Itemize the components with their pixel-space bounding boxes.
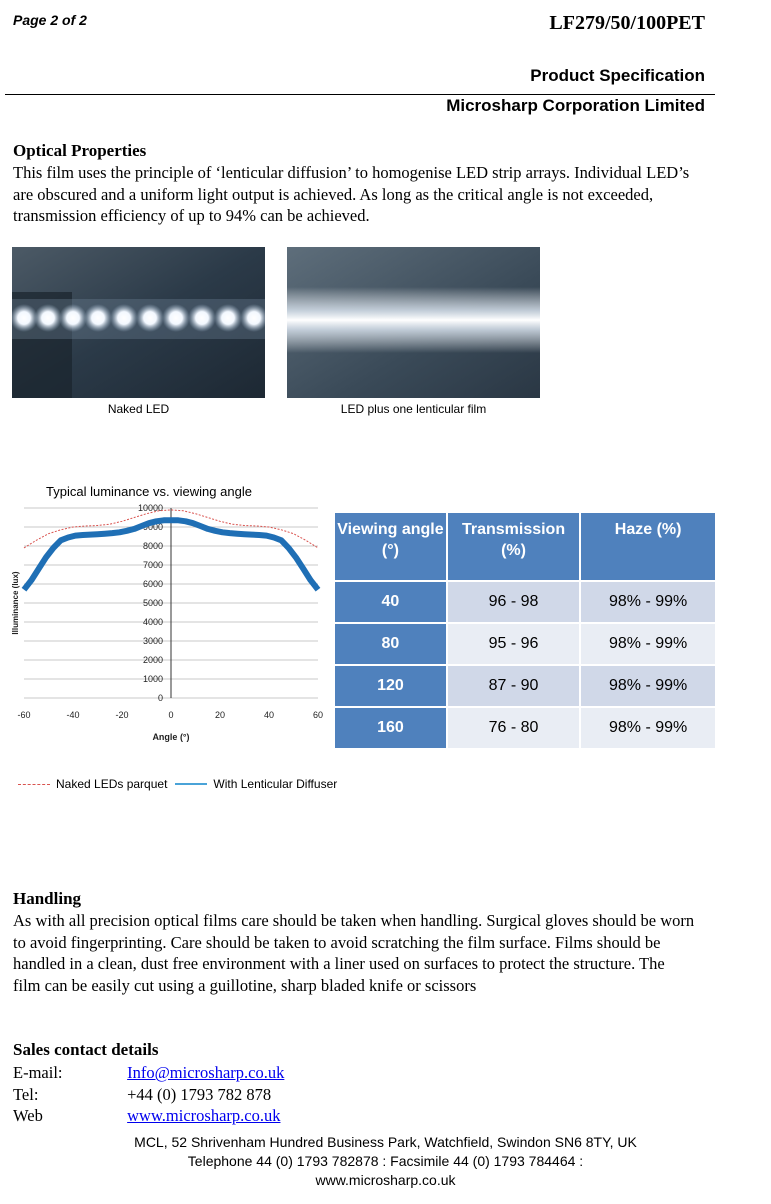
table-row <box>335 582 715 622</box>
contact-row-email <box>13 1062 284 1084</box>
y-tick-label: 0 <box>157 693 163 703</box>
paragraph-line: to avoid fingerprinting. Care should be taken to avoid scratching the film surface. Films should be <box>13 932 661 952</box>
handling-text <box>13 910 771 996</box>
table-row <box>335 666 715 706</box>
paragraph-line: As with all precision optical films care should be taken when handling. Surgical gloves should be worn <box>13 911 695 930</box>
x-tick-label: 0 <box>168 710 174 720</box>
header-transmission: Transmission (%) <box>448 513 579 580</box>
x-tick-label: -40 <box>66 710 80 720</box>
legend-swatch-diffuser <box>175 783 207 785</box>
y-tick-label: 2000 <box>142 655 163 665</box>
lenticular-film-photo <box>287 247 540 398</box>
web-label: Web <box>13 1106 43 1125</box>
document-code: LF279/50/100PET <box>549 12 705 34</box>
legend-swatch-naked <box>18 784 50 785</box>
x-tick-label: 40 <box>263 710 275 720</box>
cell-haze: 98% - 99% <box>581 624 715 664</box>
x-tick-label: 20 <box>214 710 226 720</box>
luminance-chart <box>10 500 330 750</box>
chart-legend <box>18 777 337 791</box>
x-axis-label: Angle (°) <box>152 732 190 742</box>
cell-transmission: 87 - 90 <box>448 666 579 706</box>
cell-haze: 98% - 99% <box>581 582 715 622</box>
header-divider <box>5 94 715 95</box>
footer-address: MCL, 52 Shrivenham Hundred Business Park, Watchfield, Swindon SN6 8TY, UK <box>134 1134 637 1150</box>
y-tick-label: 5000 <box>142 598 163 608</box>
cell-transmission: 76 - 80 <box>448 708 579 748</box>
cell-angle: 120 <box>335 666 446 706</box>
y-tick-label: 9000 <box>142 522 163 532</box>
handling-title: Handling <box>13 889 82 908</box>
sales-contact-title: Sales contact details <box>13 1040 159 1059</box>
y-tick-label: 10000 <box>137 503 163 513</box>
table-row <box>335 708 715 748</box>
cell-transmission: 96 - 98 <box>448 582 579 622</box>
lenticular-film-caption: LED plus one lenticular film <box>340 402 487 416</box>
footer-website: www.microsharp.co.uk <box>315 1172 456 1188</box>
optical-properties-text <box>13 162 771 227</box>
x-tick-label: 60 <box>312 710 324 720</box>
x-tick-label: -20 <box>115 710 129 720</box>
paragraph-line: This film uses the principle of ‘lenticular diffusion’ to homogenise LED strip arrays. Individual LED’s <box>13 163 690 182</box>
y-tick-label: 7000 <box>142 560 163 570</box>
optical-data-table <box>333 511 717 750</box>
legend-label-diffuser: With Lenticular Diffuser <box>213 777 338 791</box>
x-tick-label: -60 <box>17 710 31 720</box>
y-tick-label: 4000 <box>142 617 163 627</box>
contact-row-tel <box>13 1084 284 1106</box>
product-specification-heading: Product Specification <box>530 66 705 85</box>
legend-label-naked: Naked LEDs parquet <box>56 777 168 791</box>
cell-angle: 40 <box>335 582 446 622</box>
company-name: Microsharp Corporation Limited <box>446 96 705 115</box>
cell-angle: 160 <box>335 708 446 748</box>
tel-label: Tel: <box>13 1084 39 1104</box>
page-footer <box>0 1133 771 1190</box>
paragraph-line: handled in a clean, dust free environment with a liner used on surfaces to protect the structure. The <box>13 954 665 973</box>
contact-row-web <box>13 1105 284 1127</box>
tel-value: +44 (0) 1793 782 878 <box>127 1084 272 1104</box>
chart-title: Typical luminance vs. viewing angle <box>46 484 252 499</box>
paragraph-line: are obscured and a uniform light output is achieved. As long as the critical angle is not exceeded, <box>13 184 654 204</box>
paragraph-line: film can be easily cut using a guillotine, sharp bladed knife or scissors <box>13 975 477 995</box>
naked-led-photo <box>12 247 265 398</box>
header-haze: Haze (%) <box>581 513 715 580</box>
y-axis-label: Illuminance (lux) <box>11 571 20 635</box>
email-link[interactable]: Info@microsharp.co.uk <box>127 1063 285 1082</box>
page-number: Page 2 of 2 <box>13 12 87 28</box>
header-viewing-angle: Viewing angle (°) <box>335 513 446 580</box>
email-label: E-mail: <box>13 1063 63 1082</box>
paragraph-line: transmission efficiency of up to 94% can be achieved. <box>13 206 370 225</box>
footer-phone: Telephone 44 (0) 1793 782878 : Facsimile 44 (0) 1793 784464 : <box>187 1153 584 1169</box>
contact-details <box>13 1062 284 1127</box>
cell-transmission: 95 - 96 <box>448 624 579 664</box>
optical-properties-title: Optical Properties <box>13 141 147 160</box>
y-tick-label: 3000 <box>142 636 163 646</box>
y-tick-label: 8000 <box>142 541 163 551</box>
y-tick-label: 1000 <box>142 674 163 684</box>
naked-led-caption: Naked LED <box>107 402 170 416</box>
cell-haze: 98% - 99% <box>581 666 715 706</box>
cell-angle: 80 <box>335 624 446 664</box>
y-tick-label: 6000 <box>142 579 163 589</box>
cell-haze: 98% - 99% <box>581 708 715 748</box>
website-link[interactable]: www.microsharp.co.uk <box>127 1106 281 1125</box>
table-row <box>335 624 715 664</box>
